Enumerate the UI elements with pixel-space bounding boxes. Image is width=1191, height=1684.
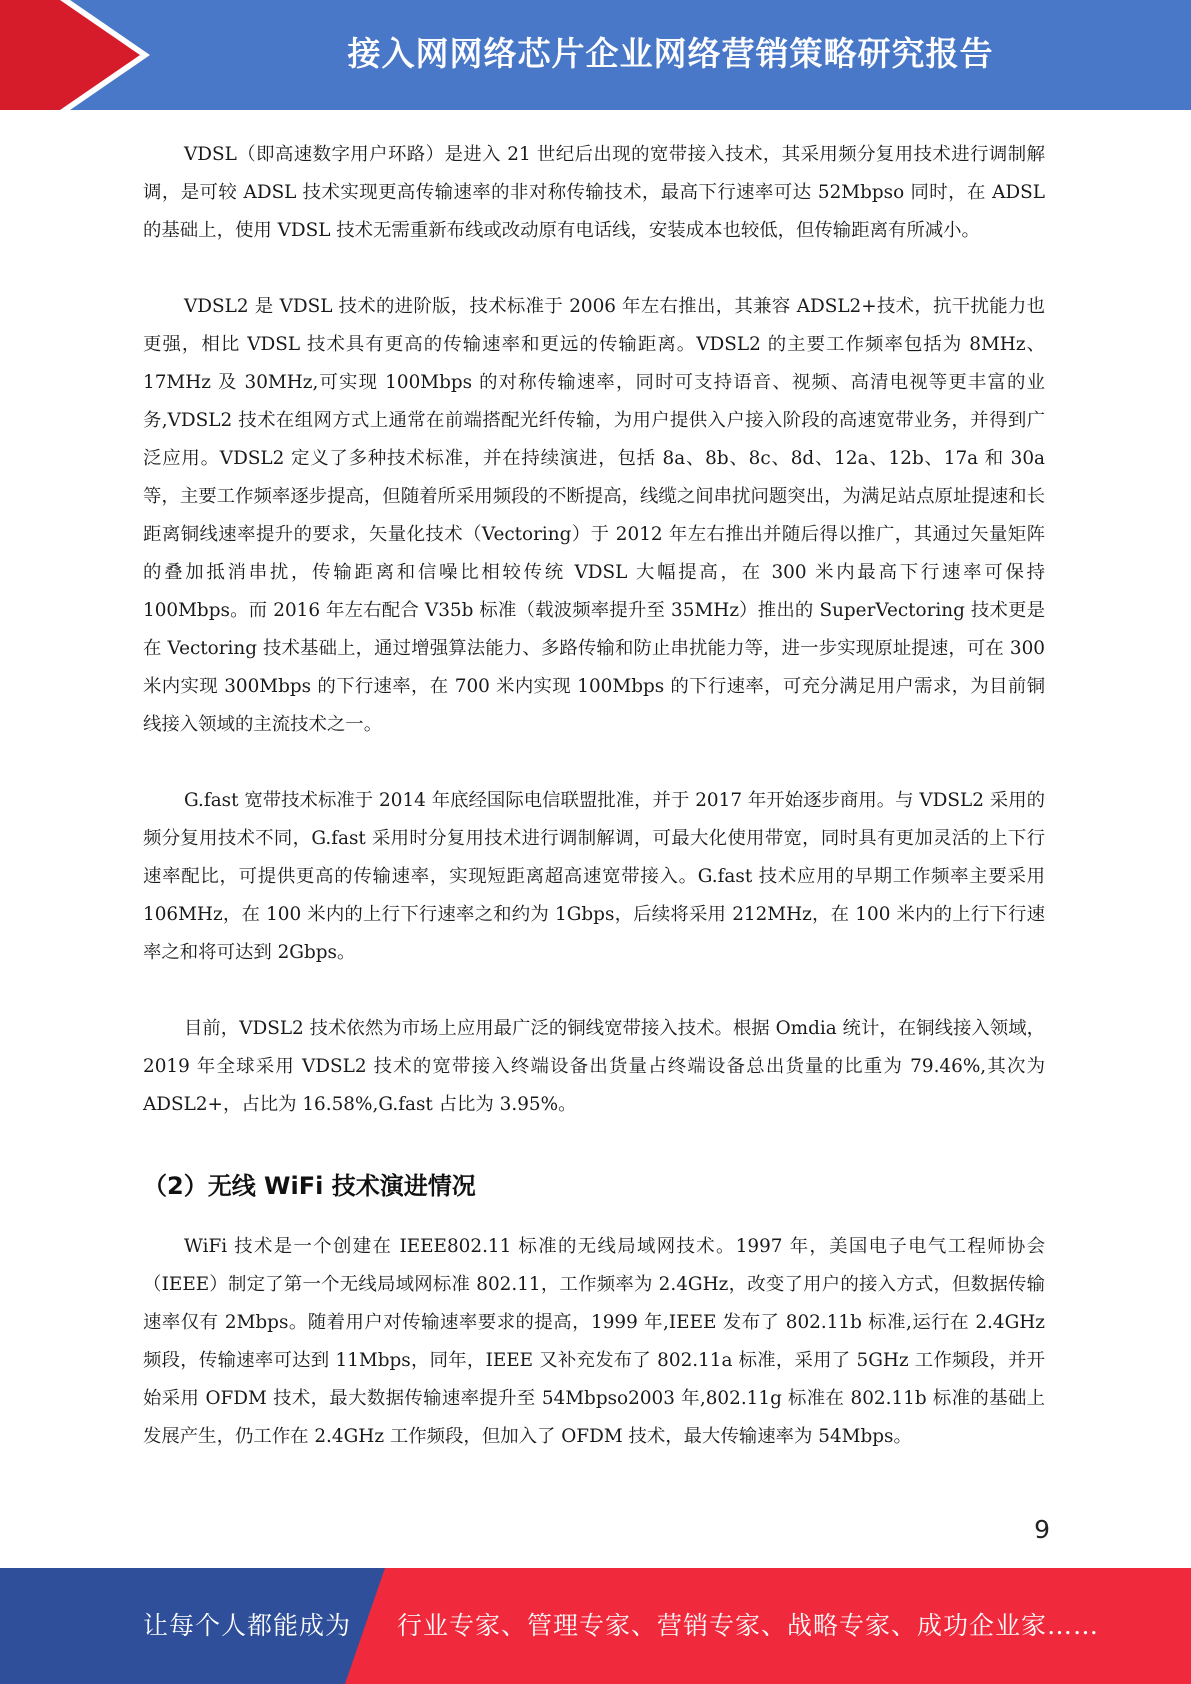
section-heading-wifi: （2）无线 WiFi 技术演进情况 [143,1172,476,1200]
paragraph-gfast: G.fast 宽带技术标准于 2014 年底经国际电信联盟批准，并于 2017 年开始逐步商用。与 VDSL2 采用的频分复用技术不同，G.fast 采用时分复用技术进行调制解调，可最大化使用带宽，同时具有更加灵活的上下行速率配比，可提供更高的传输速率，实现短距离超高速宽带接入。G.fast 技术应用的早期工作频率主要采用 106MHz，在 100 米内的上行下行速率之和约为 1Gbps，后续将采用 212MHz，在 100 米内的上行下行速率之和将可达到 2Gbps。 [143,790,1045,963]
paragraph-wifi: WiFi 技术是一个创建在 IEEE802.11 标准的无线局域网技术。1997 年，美国电子电气工程师协会（IEEE）制定了第一个无线局域网标准 802.11，工作频率为 2.4GHz，改变了用户的接入方式，但数据传输速率仅有 2Mbps。随着用户对传输速率要求的提高，1999 年,IEEE 发布了 802.11b 标准,运行在 2.4GHz 频段，传输速率可达到 11Mbps，同年，IEEE 又补充发布了 802.11a 标准，采用了 5GHz 工作频段，并开始采用 OFDM 技术，最大数据传输速率提升至 54Mbpso2003 年,802.11g 标准在 802.11b 标准的基础上发展产生，仍工作在 2.4GHz 工作频段，但加入了 OFDM 技术，最大传输速率为 54Mbps。 [143,1236,1045,1447]
paragraph-vdsl: VDSL（即高速数字用户环路）是进入 21 世纪后出现的宽带接入技术，其采用频分复用技术进行调制解调，是可较 ADSL 技术实现更高传输速率的非对称传输技术，最高下行速率可达 52Mbpso 同时，在 ADSL 的基础上，使用 VDSL 技术无需重新布线或改动原有电话线，安装成本也较低，但传输距离有所减小。 [143,144,1045,241]
paragraph-vdsl2: VDSL2 是 VDSL 技术的进阶版，技术标准于 2006 年左右推出，其兼容 ADSL2+技术，抗干扰能力也更强，相比 VDSL 技术具有更高的传输速率和更远的传输距离。VDSL2 的主要工作频率包括为 8MHz、17MHz 及 30MHz,可实现 100Mbps 的对称传输速率，同时可支持语音、视频、高清电视等更丰富的业务,VDSL2 技术在组网方式上通常在前端搭配光纤传输，为用户提供入户接入阶段的高速宽带业务，并得到广泛应用。VDSL2 定义了多种技术标准，并在持续演进，包括 8a、8b、8c、8d、12a、12b、17a 和 30a 等，主要工作频率逐步提高，但随着所采用频段的不断提高，线缆之间串扰问题突出，为满足站点原址提速和长距离铜线速率提升的要求，矢量化技术（Vectoring）于 2012 年左右推出并随后得以推广，其通过矢量矩阵的叠加抵消串扰，传输距离和信噪比相较传统 VDSL 大幅提高，在 300 米内最高下行速率可保持 100Mbps。而 2016 年左右配合 V35b 标准（载波频率提升至 35MHz）推出的 SuperVectoring 技术更是在 Vectoring 技术基础上，通过增强算法能力、多路传输和防止串扰能力等，进一步实现原址提速，可在 300 米内实现 300Mbps 的下行速率，在 700 米内实现 100Mbps 的下行速率，可充分满足用户需求，为目前铜线接入领域的主流技术之一。 [143,296,1045,735]
footer-slogan-left: 让每个人都能成为 [143,1611,352,1640]
main-content [143,136,1045,1494]
page-number: 9 [1034,1515,1050,1544]
page-footer [0,1568,1191,1684]
footer-slogan-right: 行业专家、管理专家、营销专家、战略专家、成功企业家…… [397,1611,1100,1640]
header-red-arrow-decoration [0,0,150,110]
paragraph-market-share: 目前，VDSL2 技术依然为市场上应用最广泛的铜线宽带接入技术。根据 Omdia 统计，在铜线接入领域，2019 年全球采用 VDSL2 技术的宽带接入终端设备出货量占终端设备总出货量的比重为 79.46%,其次为 ADSL2+，占比为 16.58%,G.fast 占比为 3.95%。 [143,1018,1045,1115]
page-header [0,0,1191,110]
report-title: 接入网网络芯片企业网络营销策略研究报告 [347,34,994,73]
